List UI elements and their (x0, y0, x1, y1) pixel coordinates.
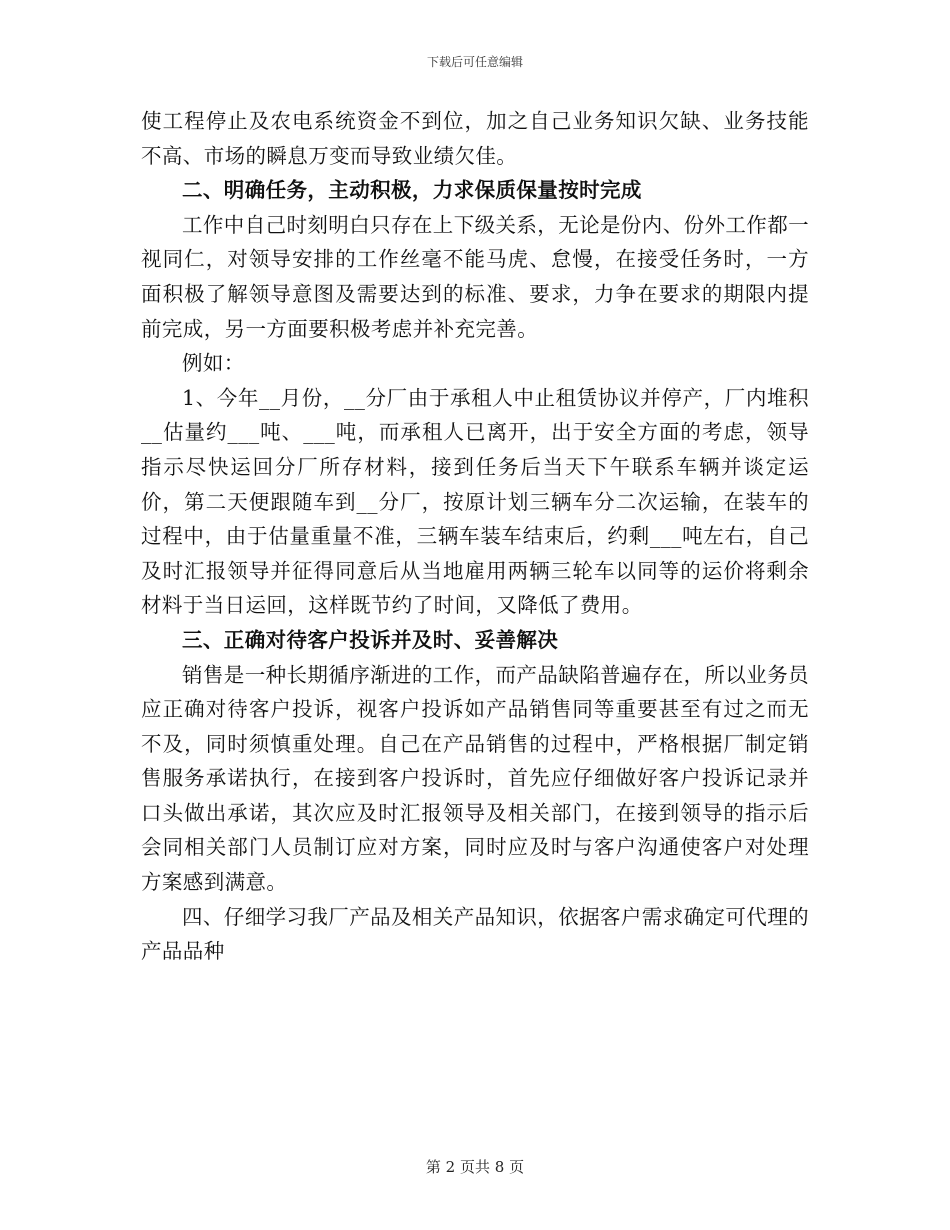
page-header: 下载后可任意编辑 (426, 55, 523, 69)
section-heading-2: 二、明确任务，主动积极，力求保质保量按时完成 (182, 178, 642, 203)
section-heading-4: 四、仔细学习我厂产品及相关产品知识，依据客户需求确定可代理的产品品种 (141, 904, 809, 964)
paragraph-customer-complaints: 销售是一种长期循序渐进的工作，而产品缺陷普遍存在，所以业务员应正确对待客户投诉，视客户投诉如产品销售同等重要甚至有过之而无不及，同时须慎重处理。自己在产品销售的过程中，严格根据厂制定销售服务承诺执行，在接到客户投诉时，首先应仔细做好客户投诉记录并口头做出承诺，其次应及时汇报领导及相关部门，在接到领导的指示后会同相关部门人员制订应对方案，同时应及时与客户沟通使客户对处理方案感到满意。 (141, 662, 809, 895)
document-body (141, 104, 809, 969)
paragraph-work-attitude: 工作中自己时刻明白只存在上下级关系，无论是份内、份外工作都一视同仁，对领导安排的工作丝毫不能马虎、怠慢，在接受任务时，一方面积极了解领导意图及需要达到的标准、要求，力争在要求的期限内提前完成，另一方面要积极考虑并补充完善。 (141, 212, 809, 341)
paragraph-example-intro: 例如： (182, 351, 245, 376)
paragraph-example-1: 1、今年__月份，__分厂由于承租人中止租赁协议并停产，厂内堆积__估量约___吨、___吨，而承租人已离开，出于安全方面的考虑，领导指示尽快运回分厂所存材料，接到任务后当天下午联系车辆并谈定运价，第二天便跟随车到__分厂，按原计划三辆车分二次运输，在装车的过程中，由于估量重量不准，三辆车装车结束后，约剩___吨左右，自己及时汇报领导并征得同意后从当地雇用两辆三轮车以同等的运价将剩余材料于当日运回，这样既节约了时间，又降低了费用。 (141, 385, 809, 618)
paragraph-continuation: 使工程停止及农电系统资金不到位，加之自己业务知识欠缺、业务技能不高、市场的瞬息万变而导致业绩欠佳。 (141, 109, 809, 168)
page-footer: 第 2 页共 8 页 (425, 1158, 525, 1176)
section-heading-3: 三、正确对待客户投诉并及时、妥善解决 (182, 627, 559, 652)
